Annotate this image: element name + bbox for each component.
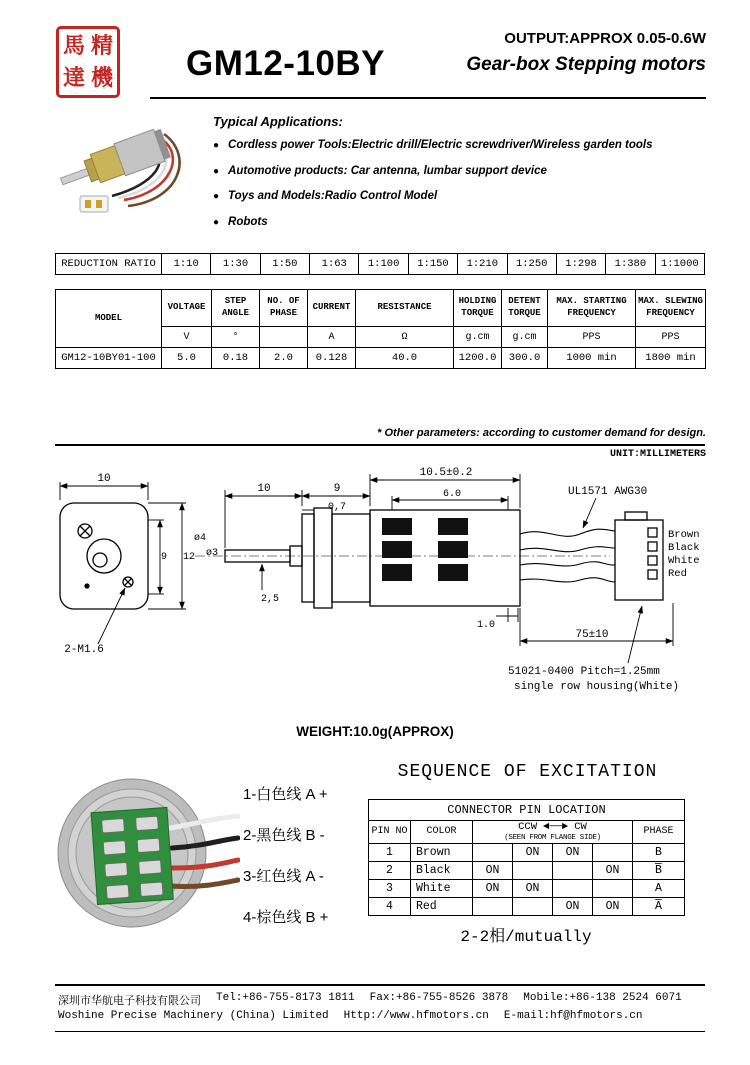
page-title: GM12-10BY bbox=[186, 44, 386, 83]
footer-website: Http://www.hfmotors.cn bbox=[343, 1010, 489, 1022]
dim-shaft-length: 10 bbox=[257, 483, 271, 495]
wire-color-black: Black bbox=[668, 542, 700, 554]
pin-row bbox=[369, 879, 685, 897]
pin-row bbox=[369, 843, 685, 861]
phase-cell: A bbox=[633, 879, 685, 897]
flange-side-note: (SEEN FROM FLANGE SIDE) bbox=[504, 833, 601, 842]
dim-plate-offset: 0,7 bbox=[327, 502, 347, 513]
phase-cell: A̅ bbox=[633, 897, 685, 915]
wire-label-black: 2-黑色线 B - bbox=[243, 827, 325, 844]
dim-gear-length: 9 bbox=[333, 483, 341, 495]
pin-color: Brown bbox=[411, 843, 473, 861]
pin-no: 4 bbox=[369, 897, 411, 915]
spec-header-cell: CURRENT bbox=[308, 290, 356, 327]
spec-unit-cell: PPS bbox=[548, 327, 636, 348]
spec-value-cell: 2.0 bbox=[260, 348, 308, 369]
bullet-icon: ● bbox=[213, 191, 220, 202]
step-cell: ON bbox=[473, 879, 513, 897]
wire-label-brown: 4-棕色线 B + bbox=[243, 909, 329, 926]
application-item bbox=[213, 139, 718, 154]
step-cell bbox=[593, 879, 633, 897]
dim-dia4: ø4 bbox=[193, 533, 207, 544]
dim-front-span: 9 bbox=[160, 552, 168, 563]
dim-dia3: ø3 bbox=[205, 548, 219, 559]
bullet-icon: ● bbox=[213, 165, 220, 177]
excitation-title: SEQUENCE OF EXCITATION bbox=[397, 762, 658, 782]
wire-color-white: White bbox=[668, 555, 700, 567]
company-name-en: Woshine Precise Machinery (China) Limited bbox=[58, 1010, 329, 1022]
application-text: Robots bbox=[228, 215, 268, 228]
company-seal-logo bbox=[56, 26, 120, 98]
seal-char: 達 bbox=[62, 65, 85, 91]
step-cell bbox=[553, 861, 593, 879]
header-right bbox=[466, 30, 706, 76]
spec-header-cell: HOLDING TORQUE bbox=[454, 290, 502, 327]
spec-header-cell: DETENT TORQUE bbox=[502, 290, 548, 327]
spec-unit-cell: A bbox=[308, 327, 356, 348]
cw-label: CW bbox=[574, 821, 587, 833]
reduction-value: 1:210 bbox=[458, 254, 507, 275]
spec-header-cell: NO. OF PHASE bbox=[260, 290, 308, 327]
reduction-value: 1:50 bbox=[260, 254, 309, 275]
step-cell bbox=[513, 861, 553, 879]
cable-spec-label: UL1571 AWG30 bbox=[568, 486, 648, 498]
application-text: Toys and Models:Radio Control Model bbox=[228, 190, 438, 202]
spec-value-cell: 40.0 bbox=[356, 348, 454, 369]
spec-unit-cell: Ω bbox=[356, 327, 454, 348]
phase-cell: B bbox=[633, 843, 685, 861]
seal-char: 機 bbox=[90, 65, 113, 91]
pin-no: 1 bbox=[369, 843, 411, 861]
spec-header-cell: VOLTAGE bbox=[162, 290, 212, 327]
wire-color-red: Red bbox=[668, 568, 687, 580]
pin-no: 2 bbox=[369, 861, 411, 879]
footer-tel: Tel:+86-755-8173 1811 bbox=[216, 992, 355, 1004]
pin-row bbox=[369, 861, 685, 879]
connector-illustration bbox=[80, 196, 108, 212]
dim-end-step: 1.0 bbox=[476, 620, 496, 631]
pin-color: Black bbox=[411, 861, 473, 879]
spec-header-cell: RESISTANCE bbox=[356, 290, 454, 327]
phase-cell: B̅ bbox=[633, 861, 685, 879]
reduction-value: 1:10 bbox=[162, 254, 211, 275]
weight-note: WEIGHT:10.0g(APPROX) bbox=[296, 724, 454, 739]
reduction-value: 1:250 bbox=[507, 254, 556, 275]
application-item bbox=[213, 190, 718, 205]
reduction-value: 1:63 bbox=[310, 254, 359, 275]
spec-value-cell: 0.18 bbox=[212, 348, 260, 369]
dim-motor-length: 10.5±0.2 bbox=[419, 467, 473, 479]
bullet-icon: ● bbox=[213, 140, 220, 151]
spec-value-cell: GM12-10BY01-100 bbox=[56, 348, 162, 369]
unit-note: UNIT:MILLIMETERS bbox=[609, 449, 706, 460]
step-cell: ON bbox=[593, 861, 633, 879]
step-cell bbox=[473, 843, 513, 861]
direction-arrow-icon: ◄──► bbox=[543, 821, 569, 833]
wire-color-brown: Brown bbox=[668, 529, 700, 541]
reduction-ratio-table bbox=[55, 253, 705, 275]
footer-line-1 bbox=[58, 992, 682, 1008]
spec-unit-cell: g.cm bbox=[454, 327, 502, 348]
bullet-icon: ● bbox=[213, 216, 220, 228]
step-cell: ON bbox=[593, 897, 633, 915]
spec-value-cell: 0.128 bbox=[308, 348, 356, 369]
screw-spec-label: 2-M1.6 bbox=[64, 644, 104, 656]
footer-line-2 bbox=[58, 1010, 643, 1022]
pin-no: 3 bbox=[369, 879, 411, 897]
step-cell: ON bbox=[513, 879, 553, 897]
pin-table-caption: CONNECTOR PIN LOCATION bbox=[369, 800, 685, 821]
connector-part-note: 51021-0400 Pitch=1.25mm bbox=[508, 666, 660, 678]
dim-inner-length: 6.0 bbox=[442, 489, 462, 500]
custom-parameters-note: * Other parameters: according to customer demand for design. bbox=[377, 427, 706, 439]
spec-value-cell: 1800 min bbox=[636, 348, 706, 369]
spec-unit-cell: PPS bbox=[636, 327, 706, 348]
dimension-drawing bbox=[40, 458, 710, 716]
footer-divider-bottom bbox=[55, 1031, 705, 1032]
company-name-cn: 深圳市华航电子科技有限公司 bbox=[58, 996, 201, 1008]
reduction-value: 1:1000 bbox=[655, 254, 704, 275]
connector-housing-note: single row housing(White) bbox=[514, 681, 680, 693]
step-cell bbox=[593, 843, 633, 861]
seal-char: 精 bbox=[90, 33, 113, 59]
step-cell: ON bbox=[553, 897, 593, 915]
application-text: Cordless power Tools:Electric drill/Electric screwdriver/Wireless garden tools bbox=[228, 139, 653, 151]
spec-header-cell: MAX. SLEWING FREQUENCY bbox=[636, 290, 706, 327]
reduction-value: 1:150 bbox=[408, 254, 457, 275]
phase-header: PHASE bbox=[633, 821, 685, 844]
front-view bbox=[60, 503, 148, 609]
spec-header-cell: STEP ANGLE bbox=[212, 290, 260, 327]
excitation-photo bbox=[50, 768, 240, 938]
lead-wires bbox=[520, 529, 615, 582]
section-divider bbox=[55, 444, 705, 446]
pin-color: Red bbox=[411, 897, 473, 915]
application-item bbox=[213, 165, 718, 180]
footer-divider-top bbox=[55, 984, 705, 986]
pin-color: White bbox=[411, 879, 473, 897]
product-subtitle: Gear-box Stepping motors bbox=[466, 54, 706, 75]
motor-body-illustration bbox=[56, 127, 172, 197]
header-divider bbox=[150, 97, 706, 99]
step-cell: ON bbox=[553, 843, 593, 861]
wire-label-red: 3-红色线 A - bbox=[243, 868, 324, 885]
footer-mobile: Mobile:+86-138 2524 6071 bbox=[523, 992, 682, 1004]
motor-windings bbox=[382, 518, 468, 581]
direction-header bbox=[473, 821, 633, 844]
pin-no-header: PIN NO bbox=[369, 821, 411, 844]
reduction-value: 1:380 bbox=[606, 254, 655, 275]
spec-unit-cell: V bbox=[162, 327, 212, 348]
step-cell bbox=[513, 897, 553, 915]
reduction-label: REDUCTION RATIO bbox=[56, 254, 162, 275]
footer-fax: Fax:+86-755-8526 3878 bbox=[369, 992, 509, 1004]
typical-applications bbox=[213, 114, 718, 241]
excitation-note: 2-2相/mutually bbox=[460, 928, 592, 946]
spec-unit-cell bbox=[260, 327, 308, 348]
dim-front-height: 12 bbox=[182, 552, 196, 563]
seal-char: 馬 bbox=[62, 33, 85, 59]
reduction-value: 1:30 bbox=[211, 254, 260, 275]
ccw-label: CCW bbox=[518, 821, 538, 833]
connector-outline bbox=[615, 512, 663, 600]
application-item bbox=[213, 216, 718, 231]
output-spec: OUTPUT:APPROX 0.05-0.6W bbox=[504, 30, 706, 47]
dim-wire-length: 75±10 bbox=[575, 629, 609, 641]
pin-row bbox=[369, 897, 685, 915]
step-cell bbox=[473, 897, 513, 915]
product-photo bbox=[52, 100, 202, 240]
spec-unit-cell: ° bbox=[212, 327, 260, 348]
spec-value-cell: 1200.0 bbox=[454, 348, 502, 369]
reduction-value: 1:100 bbox=[359, 254, 408, 275]
footer-email: E-mail:hf@hfmotors.cn bbox=[503, 1010, 643, 1022]
spec-header-cell: MODEL bbox=[56, 290, 162, 348]
reduction-value: 1:298 bbox=[556, 254, 605, 275]
spec-unit-cell: g.cm bbox=[502, 327, 548, 348]
application-text: Automotive products: Car antenna, lumbar support device bbox=[228, 164, 547, 177]
applications-heading: Typical Applications: bbox=[213, 114, 343, 129]
spec-value-cell: 5.0 bbox=[162, 348, 212, 369]
color-header: COLOR bbox=[411, 821, 473, 844]
wire-label-white: 1-白色线 A + bbox=[243, 786, 328, 803]
pin-location-table bbox=[368, 799, 685, 916]
step-cell: ON bbox=[513, 843, 553, 861]
step-cell: ON bbox=[473, 861, 513, 879]
spec-table bbox=[55, 289, 706, 369]
dim-front-width: 10 bbox=[97, 473, 111, 485]
pcb-illustration bbox=[91, 807, 173, 904]
dim-shaft-flat: 2,5 bbox=[260, 594, 280, 605]
front-dimensions bbox=[60, 482, 186, 644]
spec-header-cell: MAX. STARTING FREQUENCY bbox=[548, 290, 636, 327]
spec-value-cell: 1000 min bbox=[548, 348, 636, 369]
step-cell bbox=[553, 879, 593, 897]
spec-value-cell: 300.0 bbox=[502, 348, 548, 369]
